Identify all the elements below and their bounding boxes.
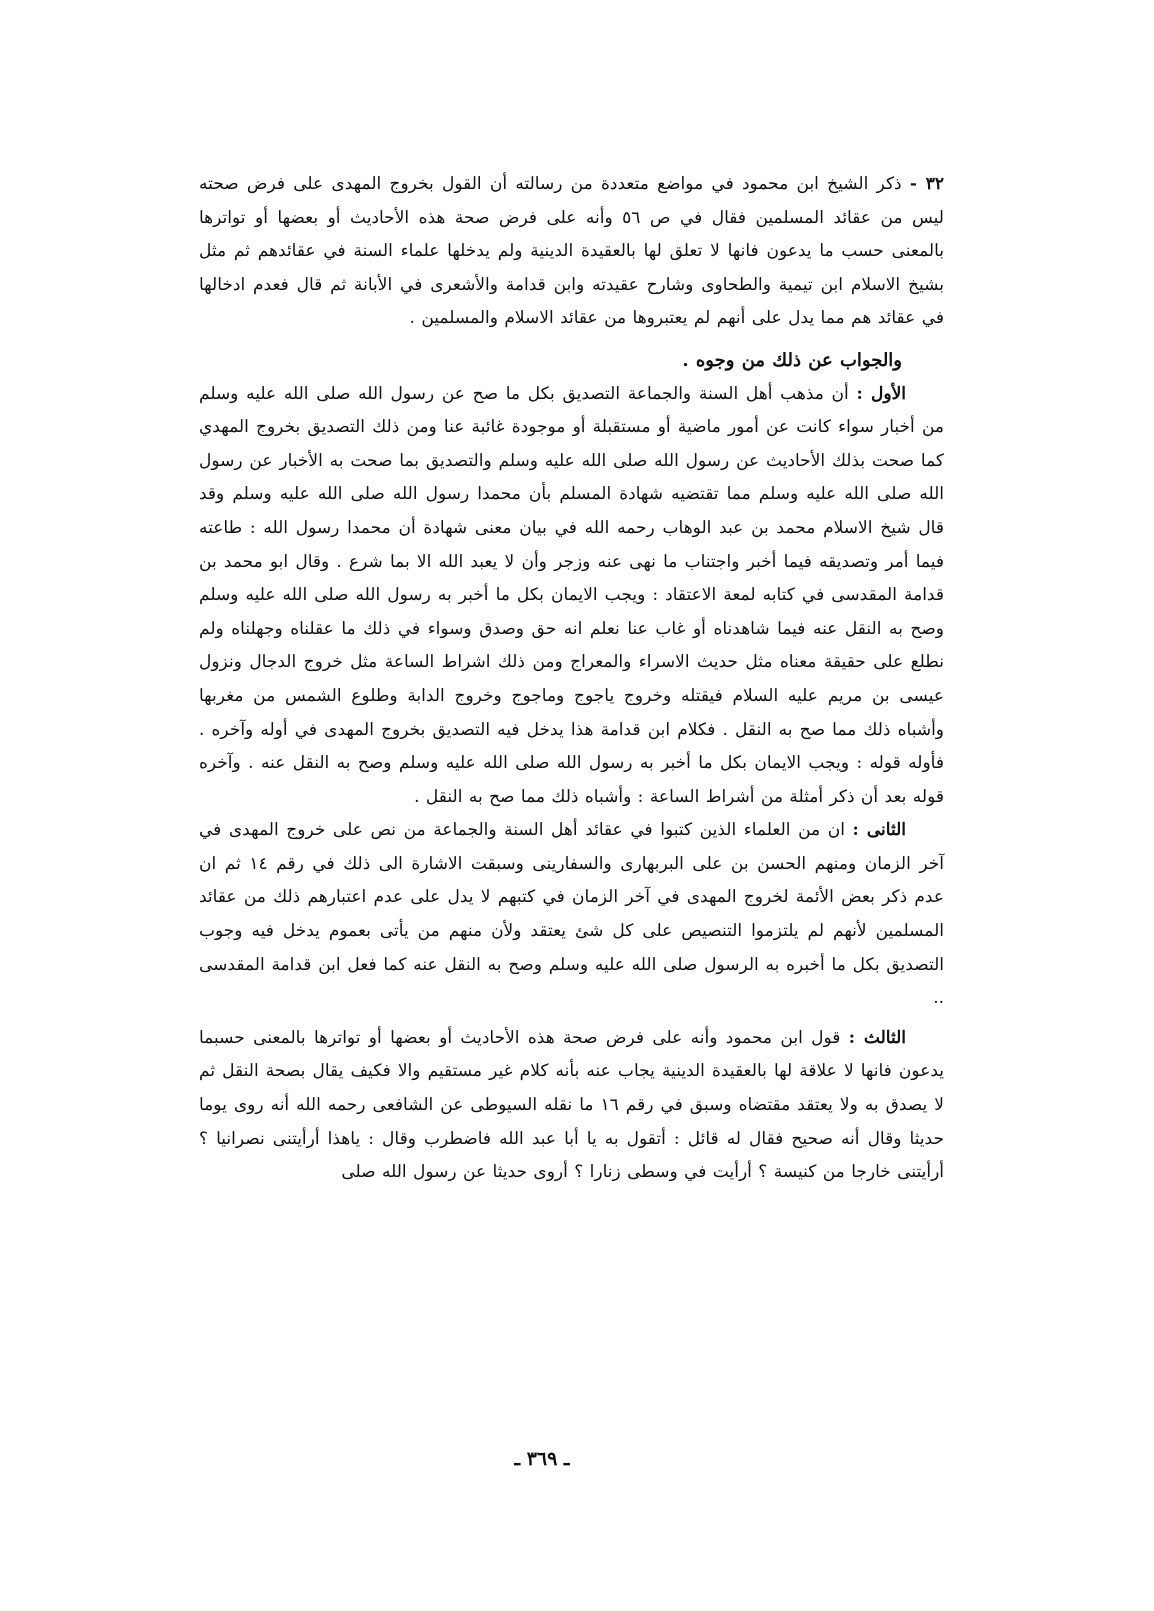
- first-text: أن مذهب أهل السنة والجماعة التصديق بكل ما صح عن رسول الله صلى الله عليه وسلم من أخبار سواء كانت عن أمور ماضية أو مستقبلة أو موجودة غائبة عنا ومن ذلك التصديق بخروج المهدي كما صحت بذلك الأحاديث عن رسول الله صلى الله عليه وسلم والتصديق بما صحت به الأخبار عن رسول الله صلى الله عليه وسلم مما تقتضيه شهادة المسلم بأن محمدا رسول الله صلى الله عليه وسلم وقد قال شيخ الاسلام محمد بن عبد الوهاب رحمه الله في بيان معنى شهادة أن محمدا رسول الله : طاعته فيما أمر وتصديقه فيما أخبر واجتناب ما نهى عنه وزجر وأن لا يعبد الله الا بما شرع . وقال ابو محمد بن قدامة المقدسى في كتابه لمعة الاعتقاد : ويجب الايمان بكل ما أخبر به رسول الله صلى الله عليه وسلم وصح به النقل عنه فيما شاهدناه أو غاب عنا نعلم انه حق وصدق وسواء في ذلك ما عقلناه وجهلناه ولم نطلع على حقيقة معناه مثل حديث الاسراء والمعراج ومن ذلك اشراط الساعة مثل خروج الدجال ونزول عيسى بن مريم عليه السلام فيقتله وخروج ياجوج وماجوج وخروج الدابة وطلوع الشمس من مغربها وأشباه ذلك مما صح به النقل . فكلام ابن قدامة هذا يدخل فيه التصديق بخروج المهدى في أوله وآخره . فأوله قوله : ويجب الايمان بكل ما أخبر به رسول الله صلى الله عليه وسلم وصح به النقل عنه . وآخره قوله بعد أن ذكر أمثلة من أشراط الساعة : وأشباه ذلك مما صح به النقل .: [199, 383, 944, 807]
- first-lead: الأول :: [856, 383, 906, 404]
- paragraph-first: [199, 378, 944, 815]
- third-lead: الثالث :: [848, 1027, 906, 1048]
- paragraph-third: [199, 1022, 944, 1190]
- paragraph-intro: [199, 168, 944, 336]
- section-heading: والجواب عن ذلك من وجوه .: [682, 349, 902, 371]
- page-number: ـ ٣٦٩ ـ: [514, 1448, 570, 1470]
- second-lead: الثانى :: [852, 820, 907, 841]
- intro-text: ذكر الشيخ ابن محمود في مواضع متعددة من رسالته أن القول بخروج المهدى على فرض صحته ليس من عقائد المسلمين فقال في ص ٥٦ وأنه على فرض صحة هذه الأحاديث أو بعضها أو تواترها بالمعنى حسب ما يدعون فانها لا تعلق لها بالعقيدة الدينية ولم يدخلها علماء السنة في عقائدهم ثم مثل بشيخ الاسلام ابن تيمية والطحاوى وشارح عقيدته وابن قدامة والأشعرى في الأبانة ثم قال فعدم ادخالها في عقائد هم مما يدل على أنهم لم يعتبروها من عقائد الاسلام والمسلمين .: [199, 174, 944, 329]
- page-body: [199, 168, 944, 1190]
- paragraph-second: [199, 814, 944, 1016]
- second-text: ان من العلماء الذين كتبوا في عقائد أهل السنة والجماعة من نص على خروج المهدى في آخر الزمان ومنهم الحسن بن على البربهارى والسفارينى وسبقت الاشارة الى ذلك في رقم ١٤ ثم ان عدم ذكر بعض الأئمة لخروج المهدى في آخر الزمان في كتبهم لا يدل على عدم اعتبارهم ذلك من عقائد المسلمين لأنهم لم يلتزموا التنصيص على كل شئ يعتقد ولأن منهم من يأتى بعموم يدخل فيه وجوب التصديق بكل ما أخبره به الرسول صلى الله عليه وسلم وصح به النقل عنه كما فعل ابن قدامة المقدسى ..: [199, 820, 944, 1009]
- item-number: ٣٢ -: [909, 174, 944, 194]
- third-text: قول ابن محمود وأنه على فرض صحة هذه الأحاديث أو بعضها أو تواترها بالمعنى حسبما يدعون فانها لا علاقة لها بالعقيدة الدينية يجاب عنه بأنه كلام غير مستقيم والا فكيف يقال بصحة النقل ثم لا يصدق به ولا يعتقد مقتضاه وسبق في رقم ١٦ ما نقله السيوطى عن الشافعى رحمه الله أنه روى يوما حديثا وقال أنه صحيح فقال له قائل : أتقول به يا أبا عبد الله فاضطرب وقال : ياهذا أرأيتنى نصرانيا ؟ أرأيتنى خارجا من كنيسة ؟ أرأيت في وسطى زنارا ؟ أروى حديثا عن رسول الله صلى: [199, 1027, 944, 1183]
